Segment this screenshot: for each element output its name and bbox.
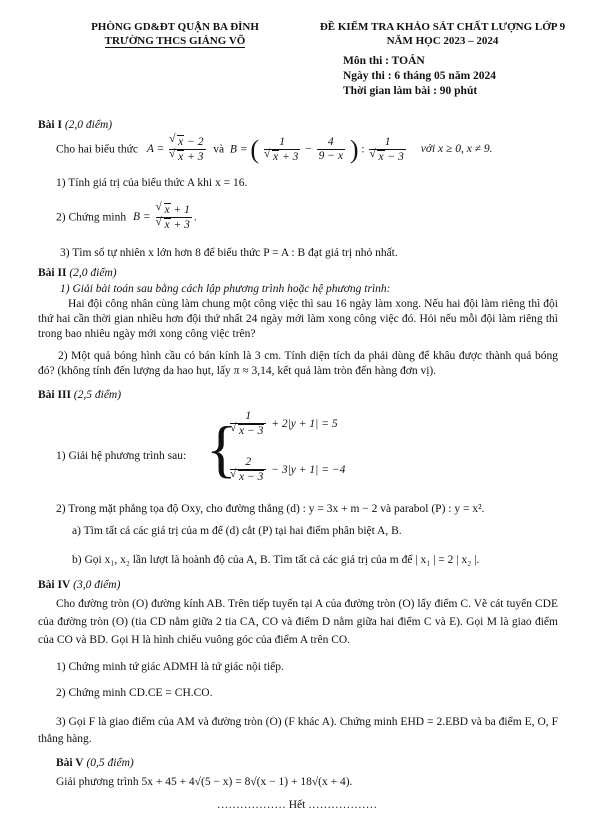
section-4-q1: 1) Chứng minh tứ giác ADMH là tứ giác nội tiếp. xyxy=(56,661,284,673)
end-marker: ……………… Hết ……………… xyxy=(216,799,378,811)
section-3-q2a: a) Tìm tất cả các giá trị của m để (d) cắt (P) tại hai điểm phân biệt A, B. xyxy=(72,525,402,537)
school-year: NĂM HỌC 2023 – 2024 xyxy=(386,35,499,47)
section-4-heading: Bài IV (3,0 điểm) xyxy=(38,579,121,591)
section-1-q2: 2) Chứng minh B = √ x + 1 √ x + 3 . xyxy=(56,203,197,237)
section-3-q2-text: 2) Trong mặt phẳng tọa độ Oxy, cho đường thẳng (d) : y = 3x + m − 2 và parabol (P) : y = x². xyxy=(56,503,485,515)
section-3-heading: Bài III (2,5 điểm) xyxy=(38,389,122,401)
section-4-q2: 2) Chứng minh CD.CE = CH.CO. xyxy=(56,687,213,699)
section-1-q3: 3) Tìm số tự nhiên x lớn hơn 8 để biểu thức P = A : B đạt giá trị nhỏ nhất. xyxy=(60,247,398,259)
exam-title: ĐỀ KIỂM TRA KHẢO SÁT CHẤT LƯỢNG LỚP 9 xyxy=(319,21,566,33)
section-5-heading: Bài V (0,5 điểm) xyxy=(56,757,134,769)
section-1-heading: Bài I (2,0 điểm) xyxy=(38,119,113,131)
subject: Môn thi : TOÁN xyxy=(343,55,425,67)
exam-duration: Thời gian làm bài : 90 phút xyxy=(343,85,478,97)
department-name: PHÒNG GD&ĐT QUẬN BA ĐÌNH xyxy=(91,21,259,33)
section-2-q1-text: Hai đội công nhân cùng làm chung một công việc thì sau 16 ngày làm xong. Nếu hai đội làm riêng thì đội thứ hai cần thời gian nhiều hơn đội thứ nhất 24 ngày mới làm xong công việc đó. Hỏi nếu mỗi đội làm riêng thì trong bao nhiêu ngày mới xong công việc trên? xyxy=(38,298,558,340)
section-2-heading: Bài II (2,0 điểm) xyxy=(38,267,117,279)
section-2-q1-intro: 1) Giải bài toán sau bằng cách lập phương trình hoặc hệ phương trình: xyxy=(60,283,391,295)
equation-system: { 1 √ x − 3 + 2|y + 1| = 5 2 √ x − 3 − 3|y + 1| = −4 xyxy=(206,410,426,496)
section-1-q1: 1) Tính giá trị của biểu thức A khi x = 16. xyxy=(56,177,248,189)
section-1-intro: Cho hai biểu thức A = √ x − 2 √ x + 3 và B = ( 1 √ x + 3 − $\frac{4}{9 - x}$ ) : 1 √ x − 3 với x ≥ 0, x ≠ 9. xyxy=(56,133,576,173)
section-3-q1-label: 1) Giải hệ phương trình sau: xyxy=(56,450,187,462)
section-5-text: Giải phương trình 5x + 45 + 4√(5 − x) = 8√(x − 1) + 18√(x + 4). xyxy=(56,776,353,788)
school-name: TRƯỜNG THCS GIẢNG VÕ xyxy=(104,35,246,47)
section-4-text: Cho đường tròn (O) đường kính AB. Trên tiếp tuyến tại A của đường tròn (O) lấy điểm C. Vẽ cát tuyến CDE của đường tròn (O) (tia CD nằm giữa 2 tia CA, CO và điểm D nằm giữa hai điểm C và E). Gọi M là giao điểm của CO và BD. Gọi H là hình chiếu vuông góc của điểm A trên CO. xyxy=(38,598,558,646)
exam-date: Ngày thi : 6 tháng 05 năm 2024 xyxy=(343,70,497,82)
section-2-q2-text: 2) Một quả bóng hình cầu có bán kính là 3 cm. Tính diện tích da phải dùng để khâu được thành quả bóng đó? (không tính đến lượng da hao hụt, lấy π ≈ 3,14, kết quả làm tròn đến hàng đơn vị). xyxy=(38,350,558,377)
section-3-q2b: b) Gọi x₁, x₂ lần lượt là hoành độ của A, B. Tìm tất cả các giá trị của m để | x₁ | = 2 | x₂ |. xyxy=(72,554,480,566)
section-4-q3: 3) Gọi F là giao điểm của AM và đường tròn (O) (F khác A). Chứng minh EHD = 2.EBD và ba điểm E, O, F thẳng hàng. xyxy=(38,716,558,746)
